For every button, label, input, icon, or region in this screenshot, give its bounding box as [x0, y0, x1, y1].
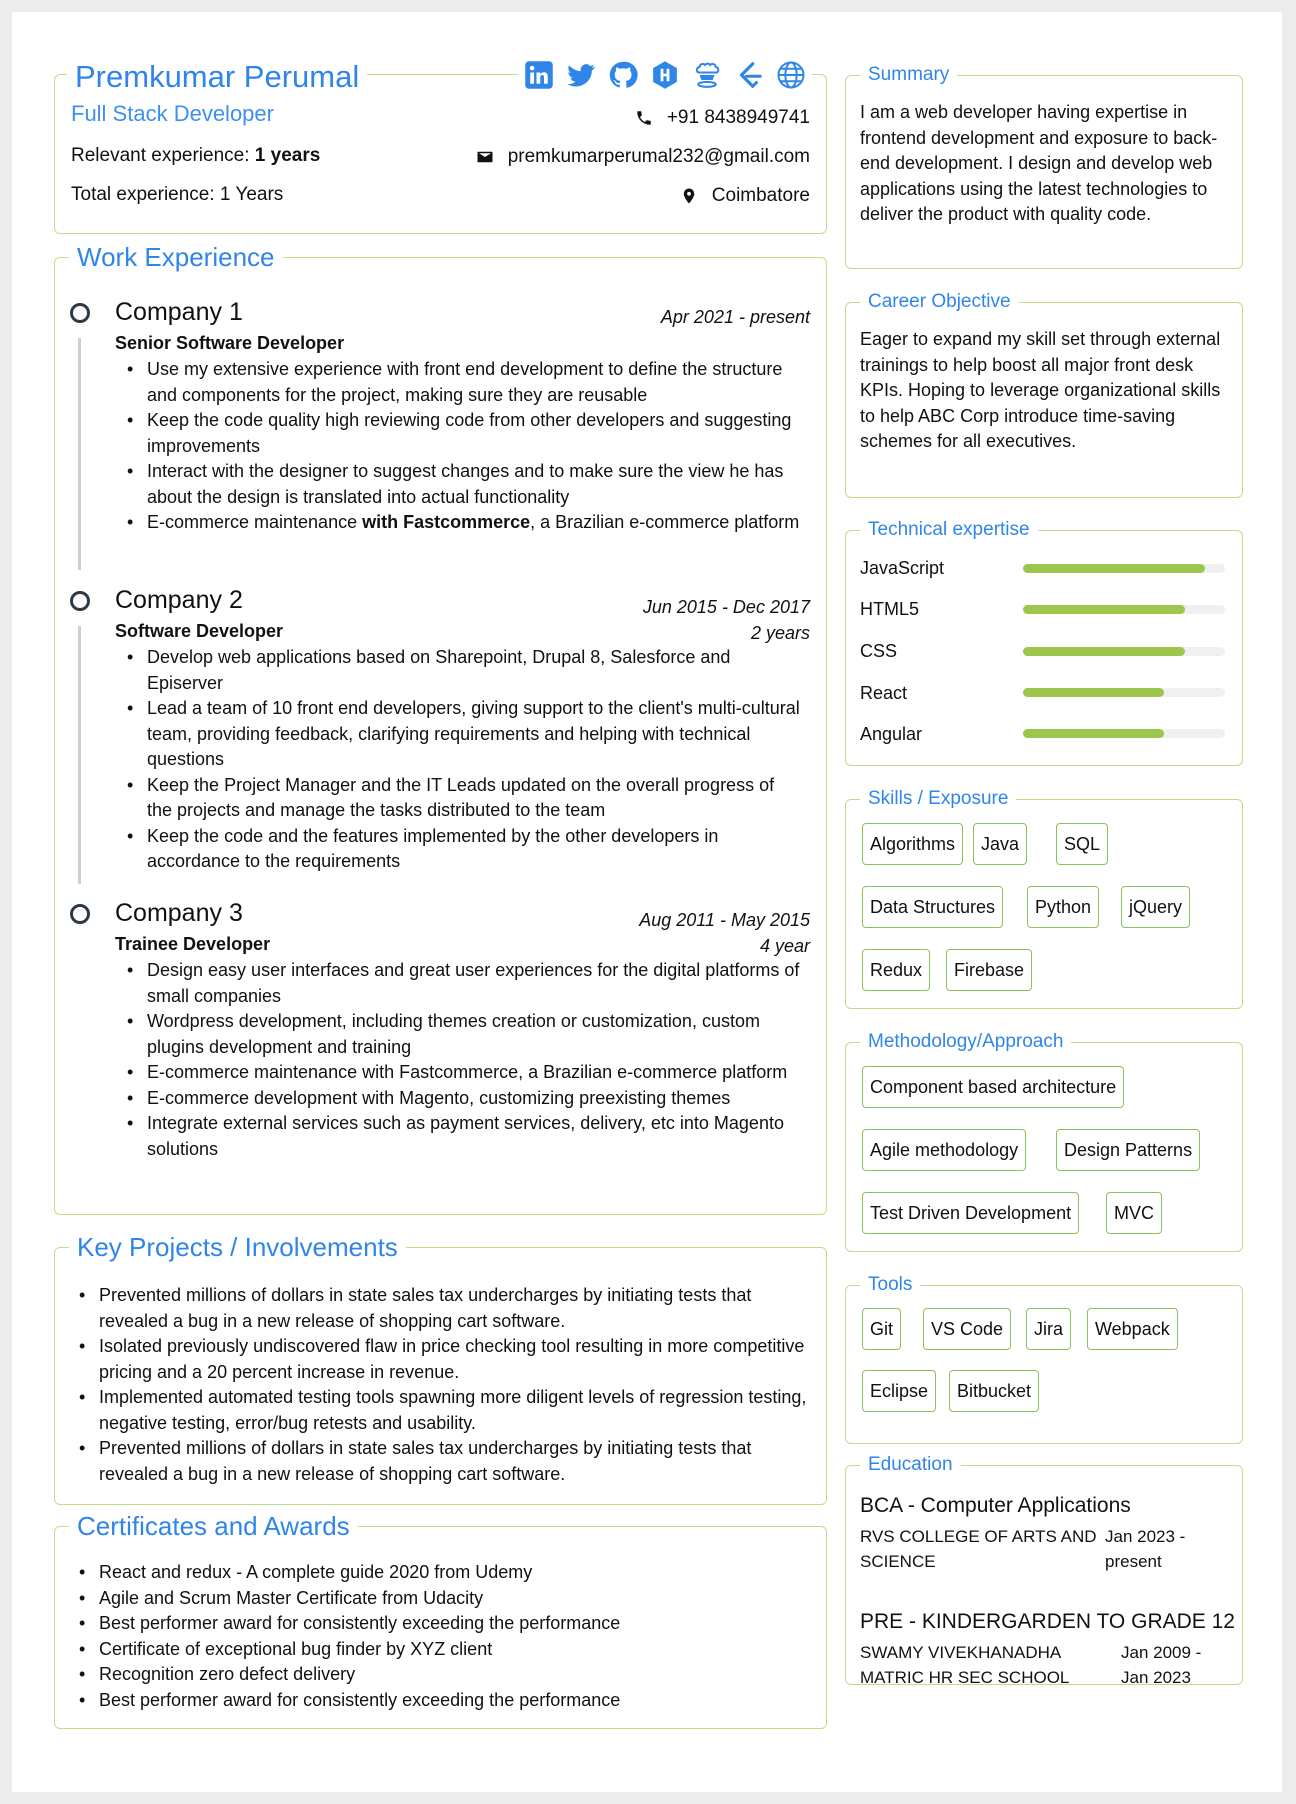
skill-name: CSS [860, 641, 898, 661]
section-title: Education [860, 1454, 961, 1476]
skill-bar [1023, 729, 1225, 738]
email-row [476, 146, 810, 168]
tool-chip: Eclipse [862, 1370, 936, 1412]
skill-bar-fill [1023, 564, 1205, 573]
section-title: Technical expertise [860, 519, 1038, 541]
hashnode-icon[interactable] [650, 60, 680, 90]
job-role: Trainee Developer [115, 934, 271, 954]
job-date-range: Aug 2011 - May 2015 [639, 910, 810, 930]
skill-bar [1023, 647, 1225, 656]
section-title: Skills / Exposure [860, 788, 1016, 810]
methodology-chip: Agile methodology [862, 1129, 1026, 1171]
phone-row [635, 107, 810, 129]
technical-expertise-section [845, 519, 1243, 766]
email-icon [476, 148, 494, 166]
list-item: • Develop web applications based on Sharepoint, Drupal 8, Salesforce and Episerver [123, 645, 803, 696]
summary-section [845, 64, 1243, 269]
leetcode-icon[interactable] [734, 60, 764, 90]
list-item: • E-commerce maintenance with Fastcommerce, a Brazilian e-commerce platform [123, 1060, 803, 1086]
skill-chip: Data Structures [862, 886, 1003, 928]
job-role: Software Developer [115, 621, 284, 641]
resume-page [12, 12, 1282, 1792]
list-item: • Keep the code and the features implemented by the other developers in accordance to the requirements [123, 824, 803, 875]
skill-name: React [860, 683, 908, 703]
skills-section [845, 788, 1243, 1009]
skill-chip: Redux [862, 949, 930, 991]
location-row [680, 185, 810, 207]
skill-bar [1023, 564, 1225, 573]
globe-icon[interactable] [776, 60, 806, 90]
job-bullets [123, 958, 803, 1162]
education-institution: RVS COLLEGE OF ARTS AND SCIENCE [860, 1527, 1097, 1571]
tool-chip: Git [862, 1308, 901, 1350]
tool-chip: Webpack [1087, 1308, 1178, 1350]
list-item: • Lead a team of 10 front end developers, giving support to the client's multi-cultural team, providing feedback, clarifying requirements and helping with technical questions [123, 696, 803, 773]
skill-bar-fill [1023, 729, 1164, 738]
methodology-section [845, 1031, 1243, 1252]
list-item: • Use my extensive experience with front end development to define the structure and components for the project, making sure they are reusable [123, 357, 803, 408]
relevant-experience-value: 1 years [254, 145, 321, 166]
timeline-dot [70, 303, 90, 323]
github-icon[interactable] [608, 60, 638, 90]
job-date [643, 595, 810, 646]
bullet-text: , a Brazilian e-commerce platform [530, 512, 800, 532]
key-projects-section [54, 1232, 827, 1505]
list-item: • Interact with the designer to suggest changes and to make sure the view he has about the design is translated into actual functionality [123, 459, 803, 510]
tool-chip: Jira [1026, 1308, 1071, 1350]
list-item: • Integrate external services such as payment services, delivery, etc into Magento solutions [123, 1111, 803, 1162]
tools-section [845, 1274, 1243, 1444]
list-item: • Certificate of exceptional bug finder by XYZ client [75, 1637, 810, 1663]
work-experience-section [54, 242, 827, 1215]
location: Coimbatore [711, 185, 810, 206]
total-experience: Total experience: 1 Years [71, 184, 284, 205]
summary-text: I am a web developer having expertise in frontend development and exposure to back- end development. I design and develop web applications using the latest technologies to deliver the product with quality code. [860, 102, 1218, 224]
job-duration: 2 years [750, 622, 810, 643]
list-item: • Prevented millions of dollars in state sales tax undercharges by initiating tests that revealed a bug in a new release of shopping cart software. [75, 1283, 810, 1334]
list-item: • Design easy user interfaces and great user experiences for the digital platforms of small companies [123, 958, 803, 1009]
skill-bar-fill [1023, 647, 1185, 656]
list-item: • Keep the Project Manager and the IT Leads updated on the overall progress of the projects and manage the tasks distributed to the team [123, 773, 803, 824]
skill-bar [1023, 688, 1225, 697]
list-item: • Agile and Scrum Master Certificate from Udacity [75, 1586, 810, 1612]
tool-chip: VS Code [923, 1308, 1011, 1350]
linkedin-icon[interactable] [524, 60, 554, 90]
section-title: Certificates and Awards [69, 1511, 358, 1542]
company-name: Company 1 [115, 298, 243, 326]
skill-chip: Python [1027, 886, 1099, 928]
list-item: • Wordpress development, including themes creation or customization, custom plugins development and training [123, 1009, 803, 1060]
section-title: Key Projects / Involvements [69, 1232, 406, 1263]
job-duration: 4 year [759, 935, 810, 956]
list-item: • Isolated previously undiscovered flaw in price checking tool resulting in more competitive pricing and a 20 percent increase in revenue. [75, 1334, 810, 1385]
company-name: Company 3 [115, 899, 243, 927]
project-list [75, 1283, 810, 1487]
list-item: • Best performer award for consistently exceeding the performance [75, 1611, 810, 1637]
section-title: Methodology/Approach [860, 1031, 1071, 1053]
methodology-chip: Design Patterns [1056, 1129, 1200, 1171]
location-pin-icon [680, 187, 698, 205]
skill-bar-fill [1023, 605, 1185, 614]
bullet-bold-text: with Fastcommerce [362, 512, 531, 532]
certificates-section [54, 1511, 827, 1729]
timeline-dot [70, 904, 90, 924]
job-bullets [123, 645, 803, 875]
methodology-chip: Component based architecture [862, 1066, 1124, 1108]
relevant-experience-label: Relevant experience: [71, 145, 255, 166]
phone-number[interactable]: +91 8438949741 [666, 107, 810, 128]
education-degree: PRE - KINDERGARDEN TO GRADE 12 [860, 1610, 1235, 1633]
skill-chip: Algorithms [862, 823, 963, 865]
education-degree: BCA - Computer Applications [860, 1494, 1131, 1517]
methodology-chip: MVC [1106, 1192, 1162, 1234]
career-objective-section [845, 291, 1243, 498]
skill-bar-fill [1023, 688, 1164, 697]
skill-name: JavaScript [860, 558, 945, 578]
bullet-text: E-commerce maintenance [147, 512, 363, 532]
list-item [123, 510, 803, 536]
header-card [54, 59, 827, 234]
job-bullets [123, 357, 803, 536]
timeline-line [78, 626, 81, 884]
codechef-icon[interactable] [692, 60, 722, 90]
company-name: Company 2 [115, 586, 243, 614]
skill-bar [1023, 605, 1225, 614]
skill-chip: Firebase [946, 949, 1032, 991]
email-address[interactable]: premkumarperumal232@gmail.com [507, 146, 810, 167]
education-date: Jan 2023 - present [1105, 1527, 1186, 1571]
job-title: Full Stack Developer [71, 101, 274, 126]
phone-icon [635, 109, 653, 127]
tool-chip: Bitbucket [949, 1370, 1039, 1412]
social-links [518, 60, 812, 90]
list-item: • Recognition zero defect delivery [75, 1662, 810, 1688]
list-item: • Implemented automated testing tools spawning more diligent levels of regression testing, negative testing, error/bug retests and usability. [75, 1385, 810, 1436]
objective-text: Eager to expand my skill set through external trainings to help boost all major front desk KPIs. Hoping to leverage organizational skills to help ABC Corp introduce time-saving schemes for all executives. [860, 329, 1221, 451]
list-item: • Keep the code quality high reviewing code from other developers and suggesting improvements [123, 408, 803, 459]
section-title: Tools [860, 1274, 920, 1296]
list-item: • React and redux - A complete guide 2020 from Udemy [75, 1560, 810, 1586]
skill-name: HTML5 [860, 599, 920, 619]
education-date: Jan 2009 - Jan 2023 [1121, 1643, 1202, 1687]
list-item: • Best performer award for consistently exceeding the performance [75, 1688, 810, 1714]
methodology-chip: Test Driven Development [862, 1192, 1079, 1234]
job-date [639, 908, 810, 959]
section-title: Career Objective [860, 291, 1019, 313]
twitter-icon[interactable] [566, 60, 596, 90]
skill-name: Angular [860, 724, 923, 744]
skill-chip: jQuery [1121, 886, 1190, 928]
timeline-line [78, 338, 81, 570]
section-title: Summary [860, 64, 957, 86]
list-item: • E-commerce development with Magento, customizing preexisting themes [123, 1086, 803, 1112]
timeline-dot [70, 591, 90, 611]
skill-chip: Java [973, 823, 1027, 865]
education-institution: SWAMY VIVEKHANADHA MATRIC HR SEC SCHOOL [860, 1643, 1070, 1687]
certificate-list [75, 1560, 810, 1713]
job-date-range: Jun 2015 - Dec 2017 [642, 597, 810, 617]
candidate-name: Premkumar Perumal [67, 59, 367, 95]
list-item: • Prevented millions of dollars in state sales tax undercharges by initiating tests that revealed a bug in a new release of shopping cart software. [75, 1436, 810, 1487]
relevant-experience [71, 145, 320, 167]
job-role: Senior Software Developer [115, 333, 345, 353]
job-date: Apr 2021 - present [660, 307, 810, 327]
skill-chip: SQL [1056, 823, 1108, 865]
section-title: Work Experience [69, 242, 283, 273]
education-section [845, 1454, 1243, 1687]
